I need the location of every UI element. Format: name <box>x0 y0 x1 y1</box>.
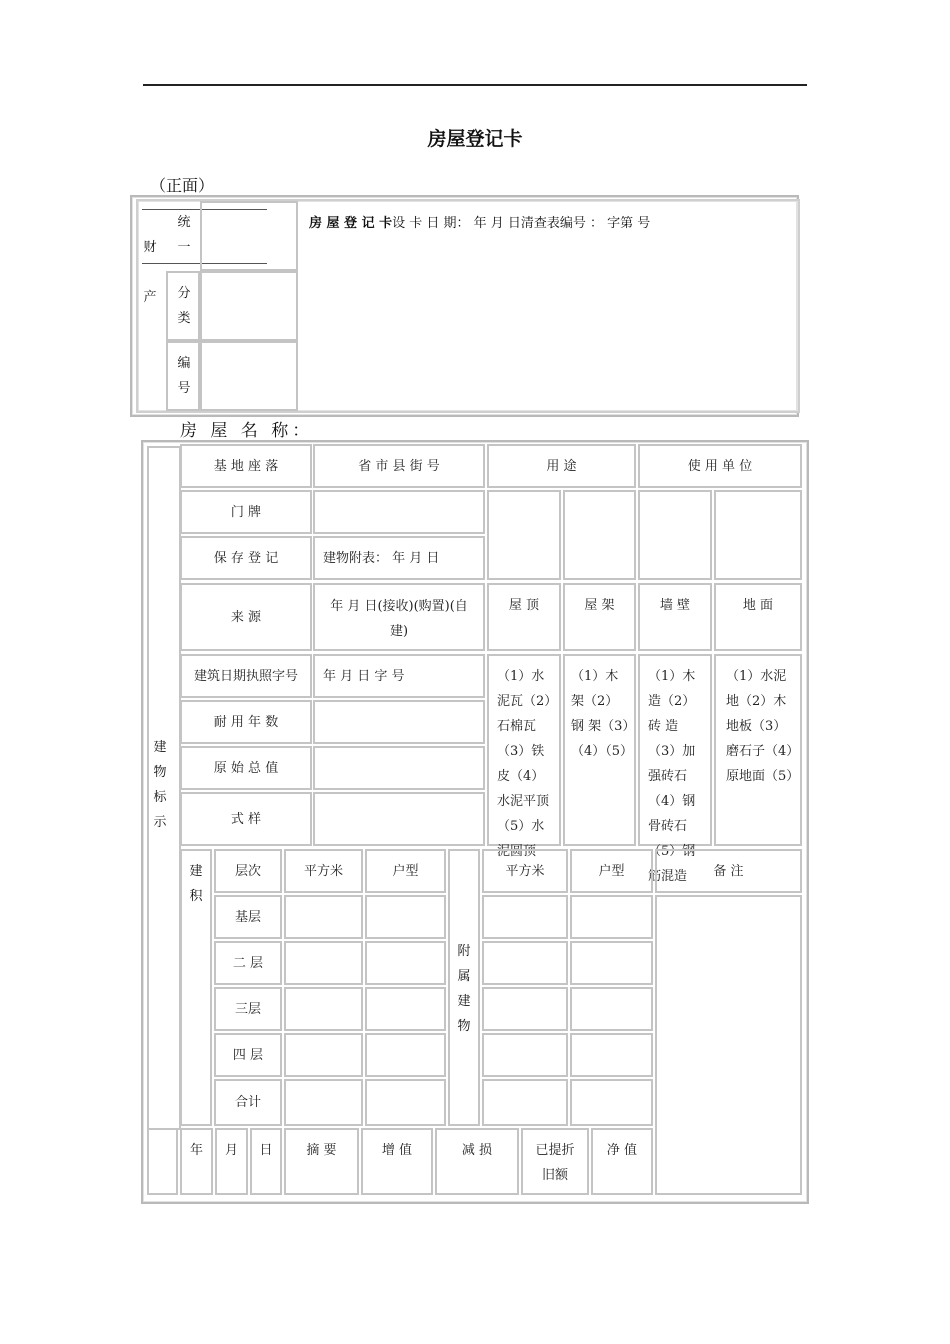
floor-row-4-sqm <box>284 1033 363 1077</box>
user-unit-label: 使 用 单 位 <box>638 444 802 488</box>
area-char-1: 建 <box>189 864 203 879</box>
building-char-1: 建 <box>153 740 167 755</box>
property-char-1: 财 <box>143 240 157 255</box>
annex-row-2-sqm <box>482 941 568 985</box>
ground-options: （1）水泥地（2）木地板（3）磨石子（4）原地面（5） <box>714 654 802 846</box>
floor-row-2: 二 层 <box>214 941 282 985</box>
floor-header: 层次 <box>214 849 282 893</box>
card-header-bold: 房 屋 登 记 卡 <box>309 216 393 231</box>
unified-value-cell <box>200 201 298 271</box>
ledger-net-value: 净 值 <box>591 1128 653 1195</box>
floor-row-3: 三层 <box>214 987 282 1031</box>
roof-label: 屋 顶 <box>487 583 561 651</box>
page-title: 房屋登记卡 <box>427 128 523 150</box>
floor-row-total-type <box>365 1079 446 1126</box>
annex-char-1: 附 <box>457 944 471 959</box>
remarks-header: 备 注 <box>655 849 802 893</box>
area-char-2: 积 <box>189 889 203 904</box>
style-label: 式 样 <box>180 792 312 846</box>
style-value <box>313 792 485 846</box>
door-plate-value <box>313 490 485 534</box>
annex-sqm-header: 平方米 <box>482 849 568 893</box>
category-value-cell <box>200 271 298 341</box>
annex-row-3-type <box>570 987 653 1031</box>
build-date-value: 年 月 日 字 号 <box>313 654 485 698</box>
ledger-month: 月 <box>215 1128 248 1195</box>
annex-row-1-sqm <box>482 895 568 939</box>
category-char-2: 类 <box>177 311 191 326</box>
annex-char-3: 建 <box>457 994 471 1009</box>
roof-options: （1）水泥瓦（2）石棉瓦（3）铁 皮（4）水泥平顶（5）水泥圆顶 <box>487 654 561 846</box>
preserve-reg-label: 保 存 登 记 <box>180 536 312 580</box>
annex-char-4: 物 <box>457 1019 471 1034</box>
purpose-value-2 <box>563 490 636 580</box>
unified-char-2: 一 <box>177 240 191 255</box>
door-plate-label: 门 牌 <box>180 490 312 534</box>
purpose-label: 用 途 <box>487 444 636 488</box>
ledger-blank <box>147 1128 178 1195</box>
source-label: 来 源 <box>180 583 312 651</box>
building-char-4: 示 <box>153 815 167 830</box>
annex-row-4-type <box>570 1033 653 1077</box>
card-header <box>309 212 650 231</box>
number-char-1: 编 <box>177 356 191 371</box>
ledger-decrease: 减 损 <box>435 1128 519 1195</box>
frame-options: （1）木 架（2）钢 架（3）（4）（5） <box>563 654 636 846</box>
frame-label: 屋 架 <box>563 583 636 651</box>
card-header-rest: 设 卡 日 期： 年 月 日清查表编号 ： 字第 号 <box>392 216 651 231</box>
floor-row-3-type <box>365 987 446 1031</box>
floor-row-total: 合计 <box>214 1079 282 1126</box>
wall-options: （1）木 造（2）砖 造（3）加强砖石（4）钢骨砖石（5）钢筋混造 <box>638 654 712 846</box>
original-total-label: 原 始 总 值 <box>180 746 312 790</box>
annex-row-4-sqm <box>482 1033 568 1077</box>
number-char-2: 号 <box>177 381 191 396</box>
durable-years-value <box>313 700 485 744</box>
annex-row-1-type <box>570 895 653 939</box>
sqm-header: 平方米 <box>284 849 363 893</box>
ledger-summary: 摘 要 <box>284 1128 359 1195</box>
durable-years-label: 耐 用 年 数 <box>180 700 312 744</box>
ledger-increase: 增 值 <box>361 1128 433 1195</box>
category-char-1: 分 <box>177 286 191 301</box>
top-rule <box>143 84 807 86</box>
floor-row-4: 四 层 <box>214 1033 282 1077</box>
side-label: （正面） <box>150 176 215 195</box>
number-value-cell <box>200 341 298 411</box>
appendix-cell: 建物附表： 年 月 日 <box>313 536 485 580</box>
annex-char-2: 属 <box>457 969 471 984</box>
floor-row-4-type <box>365 1033 446 1077</box>
floor-row-1: 基层 <box>214 895 282 939</box>
floor-row-2-sqm <box>284 941 363 985</box>
ledger-depreciation: 已提折旧额 <box>521 1128 589 1195</box>
address-label: 省 市 县 街 号 <box>313 444 485 488</box>
floor-row-1-type <box>365 895 446 939</box>
unified-char-1: 统 <box>177 215 191 230</box>
purpose-value-1 <box>487 490 561 580</box>
building-char-3: 标 <box>153 790 167 805</box>
type-header: 户型 <box>365 849 446 893</box>
ground-label: 地 面 <box>714 583 802 651</box>
ledger-day: 日 <box>250 1128 282 1195</box>
user-unit-value-1 <box>638 490 712 580</box>
property-char-2: 产 <box>143 290 157 305</box>
annex-row-5-sqm <box>482 1079 568 1126</box>
floor-row-2-type <box>365 941 446 985</box>
annex-row-3-sqm <box>482 987 568 1031</box>
source-value: 年 月 日(接收)(购置)(自建) <box>313 583 485 651</box>
floor-row-3-sqm <box>284 987 363 1031</box>
ledger-year: 年 <box>180 1128 213 1195</box>
wall-label: 墙 壁 <box>638 583 712 651</box>
user-unit-value-2 <box>714 490 802 580</box>
floor-row-total-sqm <box>284 1079 363 1126</box>
annex-row-2-type <box>570 941 653 985</box>
annex-type-header: 户型 <box>570 849 653 893</box>
building-char-2: 物 <box>153 765 167 780</box>
location-label: 基 地 座 落 <box>180 444 312 488</box>
build-date-label: 建筑日期执照字号 <box>180 654 312 698</box>
remarks-value <box>655 895 802 1195</box>
original-total-value <box>313 746 485 790</box>
house-name-label: 房 屋 名 称： <box>180 421 314 441</box>
floor-row-1-sqm <box>284 895 363 939</box>
annex-row-5-type <box>570 1079 653 1126</box>
